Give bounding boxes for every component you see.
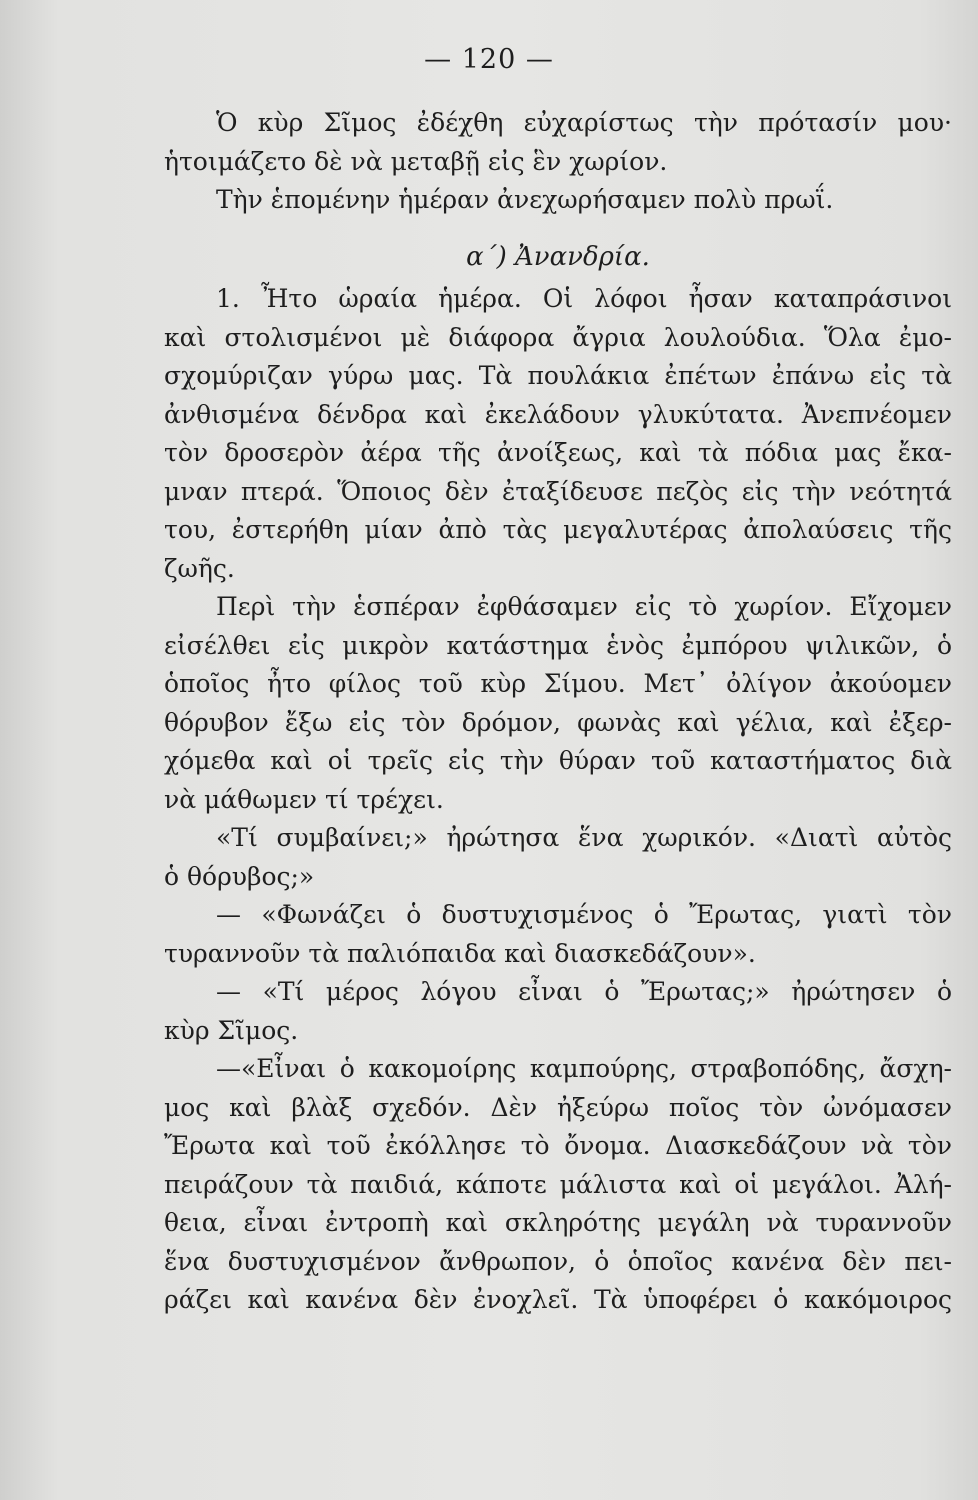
text-line: Ἔρωτα καὶ τοῦ ἐκόλλησε τὸ ὄνομα. Διασκεδάζουν νὰ τὸν bbox=[164, 1131, 952, 1160]
text-line: μναν πτερά. Ὅποιος δὲν ἐταξίδευσε πεζὸς εἰς τὴν νεότητά bbox=[164, 476, 952, 506]
text-line: εἰσέλθει εἰς μικρὸν κατάστημα ἑνὸς ἐμπόρου ψιλικῶν, ὁ bbox=[164, 630, 952, 660]
text-line: χόμεθα καὶ οἱ τρεῖς εἰς τὴν θύραν τοῦ καταστήματος διὰ bbox=[164, 746, 952, 775]
text-line: ἀνθισμένα δένδρα καὶ ἐκελάδουν γλυκύτατα. Ἀνεπνέομεν bbox=[164, 399, 952, 429]
text-line: ζωῆς. bbox=[164, 553, 235, 583]
page-text bbox=[164, 104, 952, 1320]
text-line: ἡτοιμάζετο δὲ νὰ μεταβῇ εἰς ἓν χωρίον. bbox=[164, 146, 668, 176]
text-line: Περὶ τὴν ἑσπέραν ἐφθάσαμεν εἰς τὸ χωρίον. Εἴχομεν bbox=[216, 592, 952, 621]
text-line: θόρυβον ἔξω εἰς τὸν δρόμον, φωνὰς καὶ γέλια, καὶ ἐξερ- bbox=[164, 707, 952, 737]
text-line: —«Εἶναι ὁ κακομοίρης καμπούρης, στραβοπόδης, ἄσχη- bbox=[216, 1054, 952, 1083]
text-line: πειράζουν τὰ παιδιά, κάποτε μάλιστα καὶ οἱ μεγάλοι. Ἀλή- bbox=[164, 1169, 952, 1199]
section-heading: α΄) Ἀνανδρία. bbox=[466, 241, 650, 272]
text-line: 1. Ἦτο ὡραία ἡμέρα. Οἱ λόφοι ἦσαν καταπράσινοι bbox=[216, 284, 952, 313]
text-line: ράζει καὶ κανένα δὲν ἐνοχλεῖ. Τὰ ὑποφέρει ὁ κακόμοιρος bbox=[164, 1285, 952, 1314]
text-line: καὶ στολισμένοι μὲ διάφορα ἄγρια λουλούδια. Ὅλα ἐμο- bbox=[164, 322, 952, 352]
text-line: τυραννοῦν τὰ παλιόπαιδα καὶ διασκεδάζουν». bbox=[164, 938, 756, 968]
text-line: — «Φωνάζει ὁ δυστυχισμένος ὁ Ἔρωτας, γιατὶ τὸν bbox=[216, 900, 952, 929]
text-line: Τὴν ἑπομένην ἡμέραν ἀνεχωρήσαμεν πολὺ πρωΐ. bbox=[216, 185, 834, 214]
text-line: κὺρ Σῖμος. bbox=[164, 1015, 299, 1045]
text-line: ὁποῖος ἦτο φίλος τοῦ κὺρ Σίμου. Μετ᾽ ὀλίγον ἀκούομεν bbox=[164, 669, 952, 698]
text-line: θεια, εἶναι ἐντροπὴ καὶ σκληρότης μεγάλη νὰ τυραννοῦν bbox=[164, 1208, 952, 1237]
text-line: νὰ μάθωμεν τί τρέχει. bbox=[164, 784, 444, 814]
text-line: τὸν δροσερὸν ἀέρα τῆς ἀνοίξεως, καὶ τὰ πόδια μας ἔκα- bbox=[164, 438, 952, 467]
text-line: ἕνα δυστυχισμένον ἄνθρωπον, ὁ ὁποῖος κανένα δὲν πει- bbox=[164, 1246, 952, 1276]
text-line: μος καὶ βλὰξ σχεδόν. Δὲν ἠξεύρω ποῖος τὸν ὠνόμασεν bbox=[164, 1092, 952, 1122]
text-line: «Τί συμβαίνει;» ἠρώτησα ἕνα χωρικόν. «Διατὶ αὐτὸς bbox=[216, 823, 952, 852]
text-line: σχομύριζαν γύρω μας. Τὰ πουλάκια ἐπέτων ἐπάνω εἰς τὰ bbox=[164, 361, 952, 390]
page-number: — 120 — bbox=[424, 44, 554, 75]
text-line: — «Τί μέρος λόγου εἶναι ὁ Ἔρωτας;» ἠρώτησεν ὁ bbox=[216, 977, 952, 1006]
text-line: του, ἐστερήθη μίαν ἀπὸ τὰς μεγαλυτέρας ἀπολαύσεις τῆς bbox=[164, 515, 952, 544]
text-line: ὁ θόρυβος;» bbox=[164, 861, 315, 891]
text-line: Ὁ κὺρ Σῖμος ἐδέχθη εὐχαρίστως τὴν πρότασίν μου· bbox=[216, 108, 952, 137]
